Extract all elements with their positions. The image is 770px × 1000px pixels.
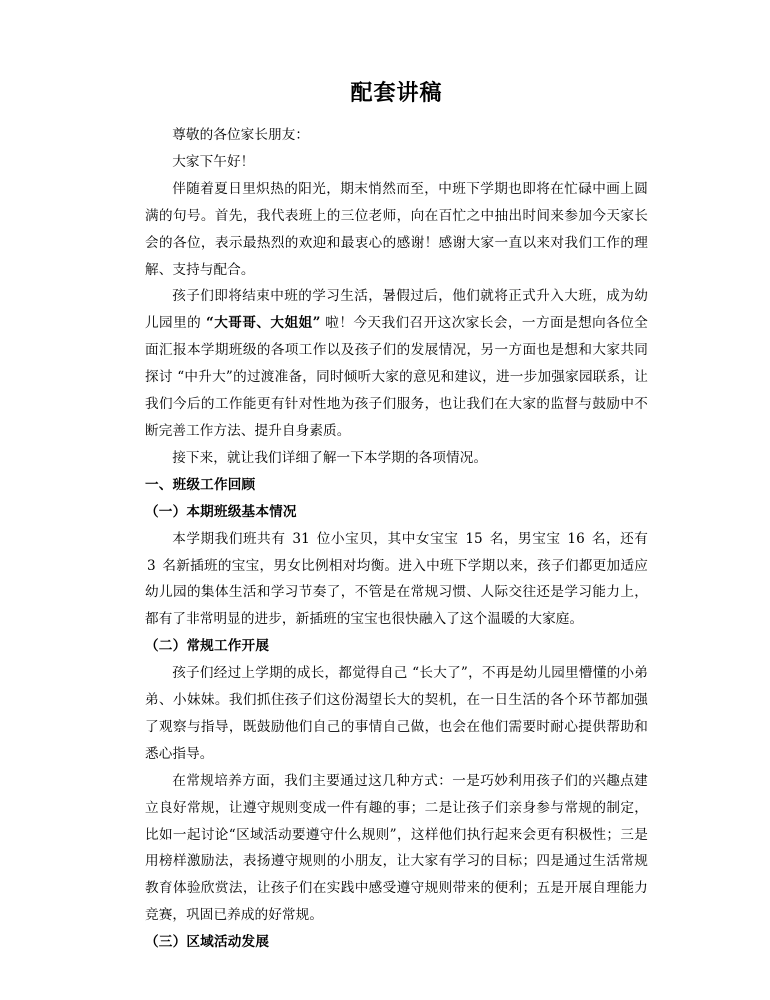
- subsection-heading-area-activity-development: （三）区域活动发展: [145, 934, 270, 951]
- routine-quote-grown-up: “长大了”: [412, 665, 468, 682]
- opening-paragraph: 伴随着夏日里炽热的阳光，期末悄然而至，中班下学期也即将在忙碌中画上圆满的句号。首先，我代表班上的三位老师，向在百忙之中抽出时间来参加今天家长会的各位，表示最热烈的欢迎和最衷心的感谢！感谢大家一直以来对我们工作的理解、支持与配合。: [145, 180, 648, 278]
- new-students-count: 3: [147, 557, 156, 574]
- salutation-paragraph: 尊敬的各位家长朋友：: [172, 127, 310, 143]
- routine-text-2: ，不再是幼儿园里懵懂的小弟弟、小妹妹。我们抓住孩子们这份渴望长大的契机，在一日生活的各个环节都加强了观察与指导，既鼓励他们自己的事情自己做，也会在他们需要时耐心提供帮助和悉心指导。: [145, 665, 648, 762]
- class-stats-text-3: 名，男宝宝: [484, 530, 566, 547]
- transition-quote-middle-to-senior: “中升大”: [177, 369, 233, 386]
- routine-methods-paragraph: 在常规培养方面，我们主要通过这几种方式：一是巧妙利用孩子们的兴趣点建立良好常规，让遵守规则变成一件有趣的事；二是让孩子们亲身参与常规的制定，比如一起讨论“区域活动要遵守什么规则”，这样他们执行起来会更有积极性；三是用榜样激励法，表扬遵守规则的小朋友，让大家有学习的目标；四是通过生活常规教育体验欣赏法，让孩子们在实践中感受遵守规则带来的便利；五是开展自理能力竞赛，巩固已养成的好常规。: [145, 772, 648, 924]
- routine-text-1: 孩子们经过上学期的成长，都觉得自己: [172, 665, 413, 682]
- class-stats-text-2: 位小宝贝，其中女宝宝: [311, 530, 464, 547]
- boys-count: 16: [567, 530, 585, 547]
- subsection-heading-basic-class-info: （一）本期班级基本情况: [145, 503, 297, 520]
- transition-quote-big-brother: “大哥哥、大姐姐”: [205, 315, 321, 332]
- subsection-heading-routine-work: （二）常规工作开展: [145, 638, 270, 655]
- routine-growth-paragraph: [145, 660, 648, 768]
- girls-count: 15: [465, 530, 483, 547]
- transition-text-2: 啦！今天我们召开这次家长会，一方面是想向各位全面汇报本学期班级的各项工作以及孩子们的发展情况，另一方面也是想和大家共同探讨: [145, 315, 648, 386]
- class-stats-paragraph: [145, 526, 648, 634]
- class-total-count: 31: [292, 530, 310, 547]
- class-stats-text-1: 本学期我们班共有: [172, 530, 291, 547]
- transition-paragraph: [145, 283, 648, 444]
- class-stats-text-5: 名新插班的宝宝，男女比例相对均衡。进入中班下学期以来，孩子们都更加适应幼儿园的集体生活和学习节奏了，不管是在常规习惯、人际交往还是学习能力上，都有了非常明显的进步，新插班的宝宝也很快融入了这个温暖的大家庭。: [145, 557, 648, 628]
- transition-text-3: 的过渡准备，同时倾听大家的意见和建议，进一步加强家园联系，让我们今后的工作能更有针对性地为孩子们服务，也让我们在大家的监督与鼓励中不断完善工作方法、提升自身素质。: [145, 369, 649, 439]
- greeting-paragraph: 大家下午好！: [172, 153, 255, 170]
- transition-text-1: 孩子们即将结束中班的学习生活，暑假过后，他们就将正式升入大班，成为幼儿园里的: [145, 288, 648, 332]
- section-heading-class-work-review: 一、班级工作回顾: [145, 476, 256, 493]
- class-stats-text-4: 名，还有: [586, 530, 648, 547]
- next-paragraph: 接下来，就让我们详细了解一下本学期的各项情况。: [172, 449, 488, 466]
- page-title: 配套讲稿: [350, 80, 443, 106]
